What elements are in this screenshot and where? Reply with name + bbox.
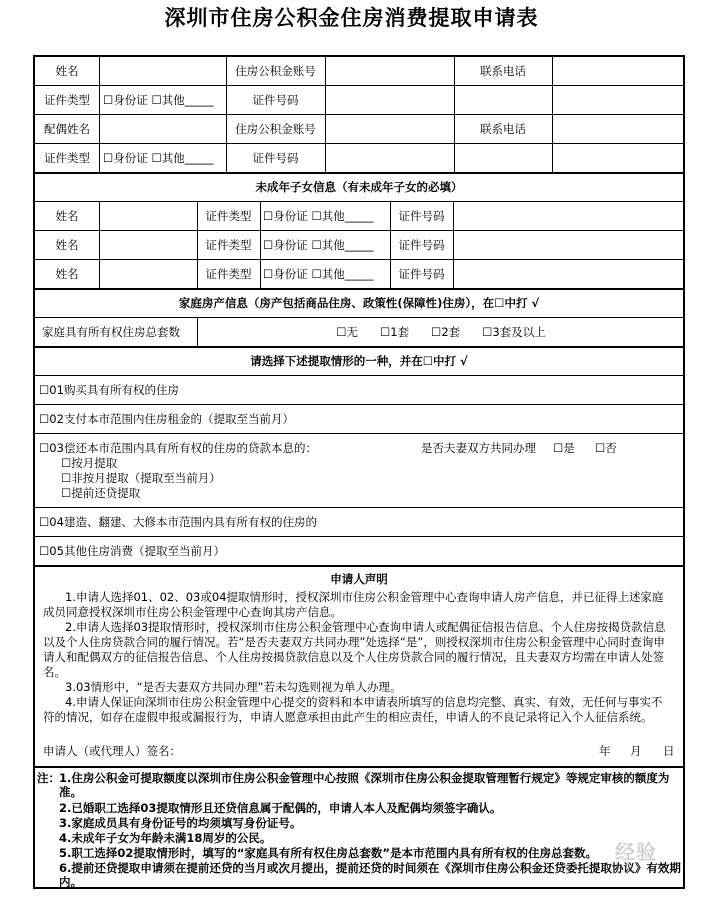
date-year: 年 (599, 744, 611, 758)
property-count-options[interactable]: ☐无 ☐1套 ☐2套 ☐3套及以上 (336, 325, 546, 339)
situation-03[interactable]: ☐03偿还本市范围内具有所有权的住房的贷款本息的： (39, 441, 317, 455)
spouse-id-number-label: 证件号码 (252, 151, 299, 165)
account-label: 住房公积金账号 (235, 64, 316, 78)
spouse-id-type-options[interactable]: ☐身份证 ☐其他_____ (103, 151, 214, 165)
declaration-title: 申请人声明 (330, 572, 388, 586)
sub-option-non-monthly[interactable]: ☐非按月提取（提取至当前月） (61, 471, 221, 485)
note-2: 2.已婚职工选择03提取情形且还贷信息属于配偶的，申请人本人及配偶均须签字确认。 (59, 801, 502, 815)
minor-id-type-label: 证件类型 (205, 267, 252, 281)
situation-05[interactable]: ☐05其他住房消费（提取至当前月） (39, 544, 225, 558)
minor-id-type-label: 证件类型 (205, 238, 252, 252)
minor-header: 未成年子女信息（有未成年子女的必填） (255, 180, 463, 194)
form-title: 深圳市住房公积金住房消费提取申请表 (164, 5, 539, 30)
minor-id-number-label: 证件号码 (398, 209, 445, 223)
joint-no-checkbox[interactable]: ☐否 (595, 441, 617, 455)
property-count-label: 家庭具有所有权住房总套数 (42, 325, 180, 339)
sub-option-prepayment[interactable]: ☐提前还贷提取 (61, 486, 141, 500)
situation-01[interactable]: ☐01购买具有所有权的住房 (39, 383, 179, 397)
spouse-id-type-label: 证件类型 (44, 151, 90, 165)
name-label: 姓名 (55, 64, 79, 78)
joint-yes-checkbox[interactable]: ☐是 (553, 441, 575, 455)
date-month: 月 (630, 744, 642, 758)
declaration-p3: 3.03情形中，“是否夫妻双方共同办理”若未勾选则视为单人办理。 (65, 680, 402, 694)
application-form (33, 55, 685, 889)
minor-id-type-label: 证件类型 (205, 209, 252, 223)
spouse-account-label: 住房公积金账号 (235, 122, 316, 136)
minor-name-label: 姓名 (55, 238, 79, 252)
note-6: 6.提前还贷提取申请须在提前还贷的当月或次月提出，提前还贷的时间须在《深圳市住房公积金还贷委托提取协议》有效期内。 (59, 861, 681, 889)
minor-id-number-label: 证件号码 (398, 238, 445, 252)
joint-handling-label: 是否夫妻双方共同办理 (421, 441, 536, 455)
note-4: 4.未成年子女为年龄未满18周岁的公民。 (59, 831, 272, 845)
id-number-label: 证件号码 (252, 93, 299, 107)
minor-id-type-options[interactable]: ☐身份证 ☐其他_____ (263, 267, 374, 281)
declaration-p2: 2.申请人选择03提取情形时，授权深圳市住房公积金管理中心查询申请人或配偶征信报告信息、个人住房按揭贷款信息以及个人住房贷款合同的履行情况。若“是否夫妻双方共同办理”处选择“是”，则授权深圳市住房公积金管理中心同时查询申请人和配偶双方的征信报告信息、个人住房按揭贷款信息以及个人住房贷款合同的履行情况，且夫妻双方均需在申请人处签名。 (43, 620, 666, 679)
minor-name-label: 姓名 (55, 267, 79, 281)
situation-02[interactable]: ☐02支付本市范围内住房租金的（提取至当前月） (39, 412, 294, 426)
watermark: 经验 (615, 840, 657, 864)
signature-label[interactable]: 申请人（或代理人）签名： (43, 744, 181, 758)
declaration-p1: 1.申请人选择01、02、03或04提取情形时，授权深圳市住房公积金管理中心查询申请人房产信息，并已征得上述家庭成员同意授权深圳市住房公积金管理中心查询其房产信息。 (43, 590, 664, 619)
date-day: 日 (663, 744, 675, 758)
minor-id-number-label: 证件号码 (398, 267, 445, 281)
note-1: 1.住房公积金可提取额度以深圳市住房公积金管理中心按照《深圳市住房公积金提取管理暂行规定》等规定审核的额度为准。 (59, 771, 670, 799)
note-3: 3.家庭成员具有身份证号的均须填写身份证号。 (59, 816, 302, 830)
situations-header: 请选择下述提取情形的一种，并在☐中打 √ (250, 354, 468, 368)
notes-prefix: 注： (37, 771, 60, 785)
phone-label: 联系电话 (480, 64, 526, 78)
minor-id-type-options[interactable]: ☐身份证 ☐其他_____ (263, 238, 374, 252)
id-type-label: 证件类型 (44, 93, 90, 107)
note-5: 5.职工选择02提取情形时，填写的“家庭具有所有权住房总套数”是本市范围内具有所有权的住房总套数。 (59, 846, 597, 860)
sub-option-monthly[interactable]: ☐按月提取 (61, 456, 118, 470)
spouse-name-label: 配偶姓名 (44, 122, 90, 136)
minor-id-type-options[interactable]: ☐身份证 ☐其他_____ (263, 209, 374, 223)
declaration-p4: 4.申请人保证向深圳市住房公积金管理中心提交的资料和本申请表所填写的信息均完整、真实、有效，无任何与事实不符的情况，如存在虚假申报或漏报行为，申请人愿意承担由此产生的相应责任，申请人的不良记录将记入个人征信系统。 (43, 695, 663, 724)
spouse-phone-label: 联系电话 (480, 122, 526, 136)
id-type-options[interactable]: ☐身份证 ☐其他_____ (103, 93, 214, 107)
situation-04[interactable]: ☐04建造、翻建、大修本市范围内具有所有权的住房的 (39, 515, 317, 529)
minor-name-label: 姓名 (55, 209, 79, 223)
property-header: 家庭房产信息（房产包括商品住房、政策性(保障性)住房），在☐中打 √ (178, 296, 540, 310)
